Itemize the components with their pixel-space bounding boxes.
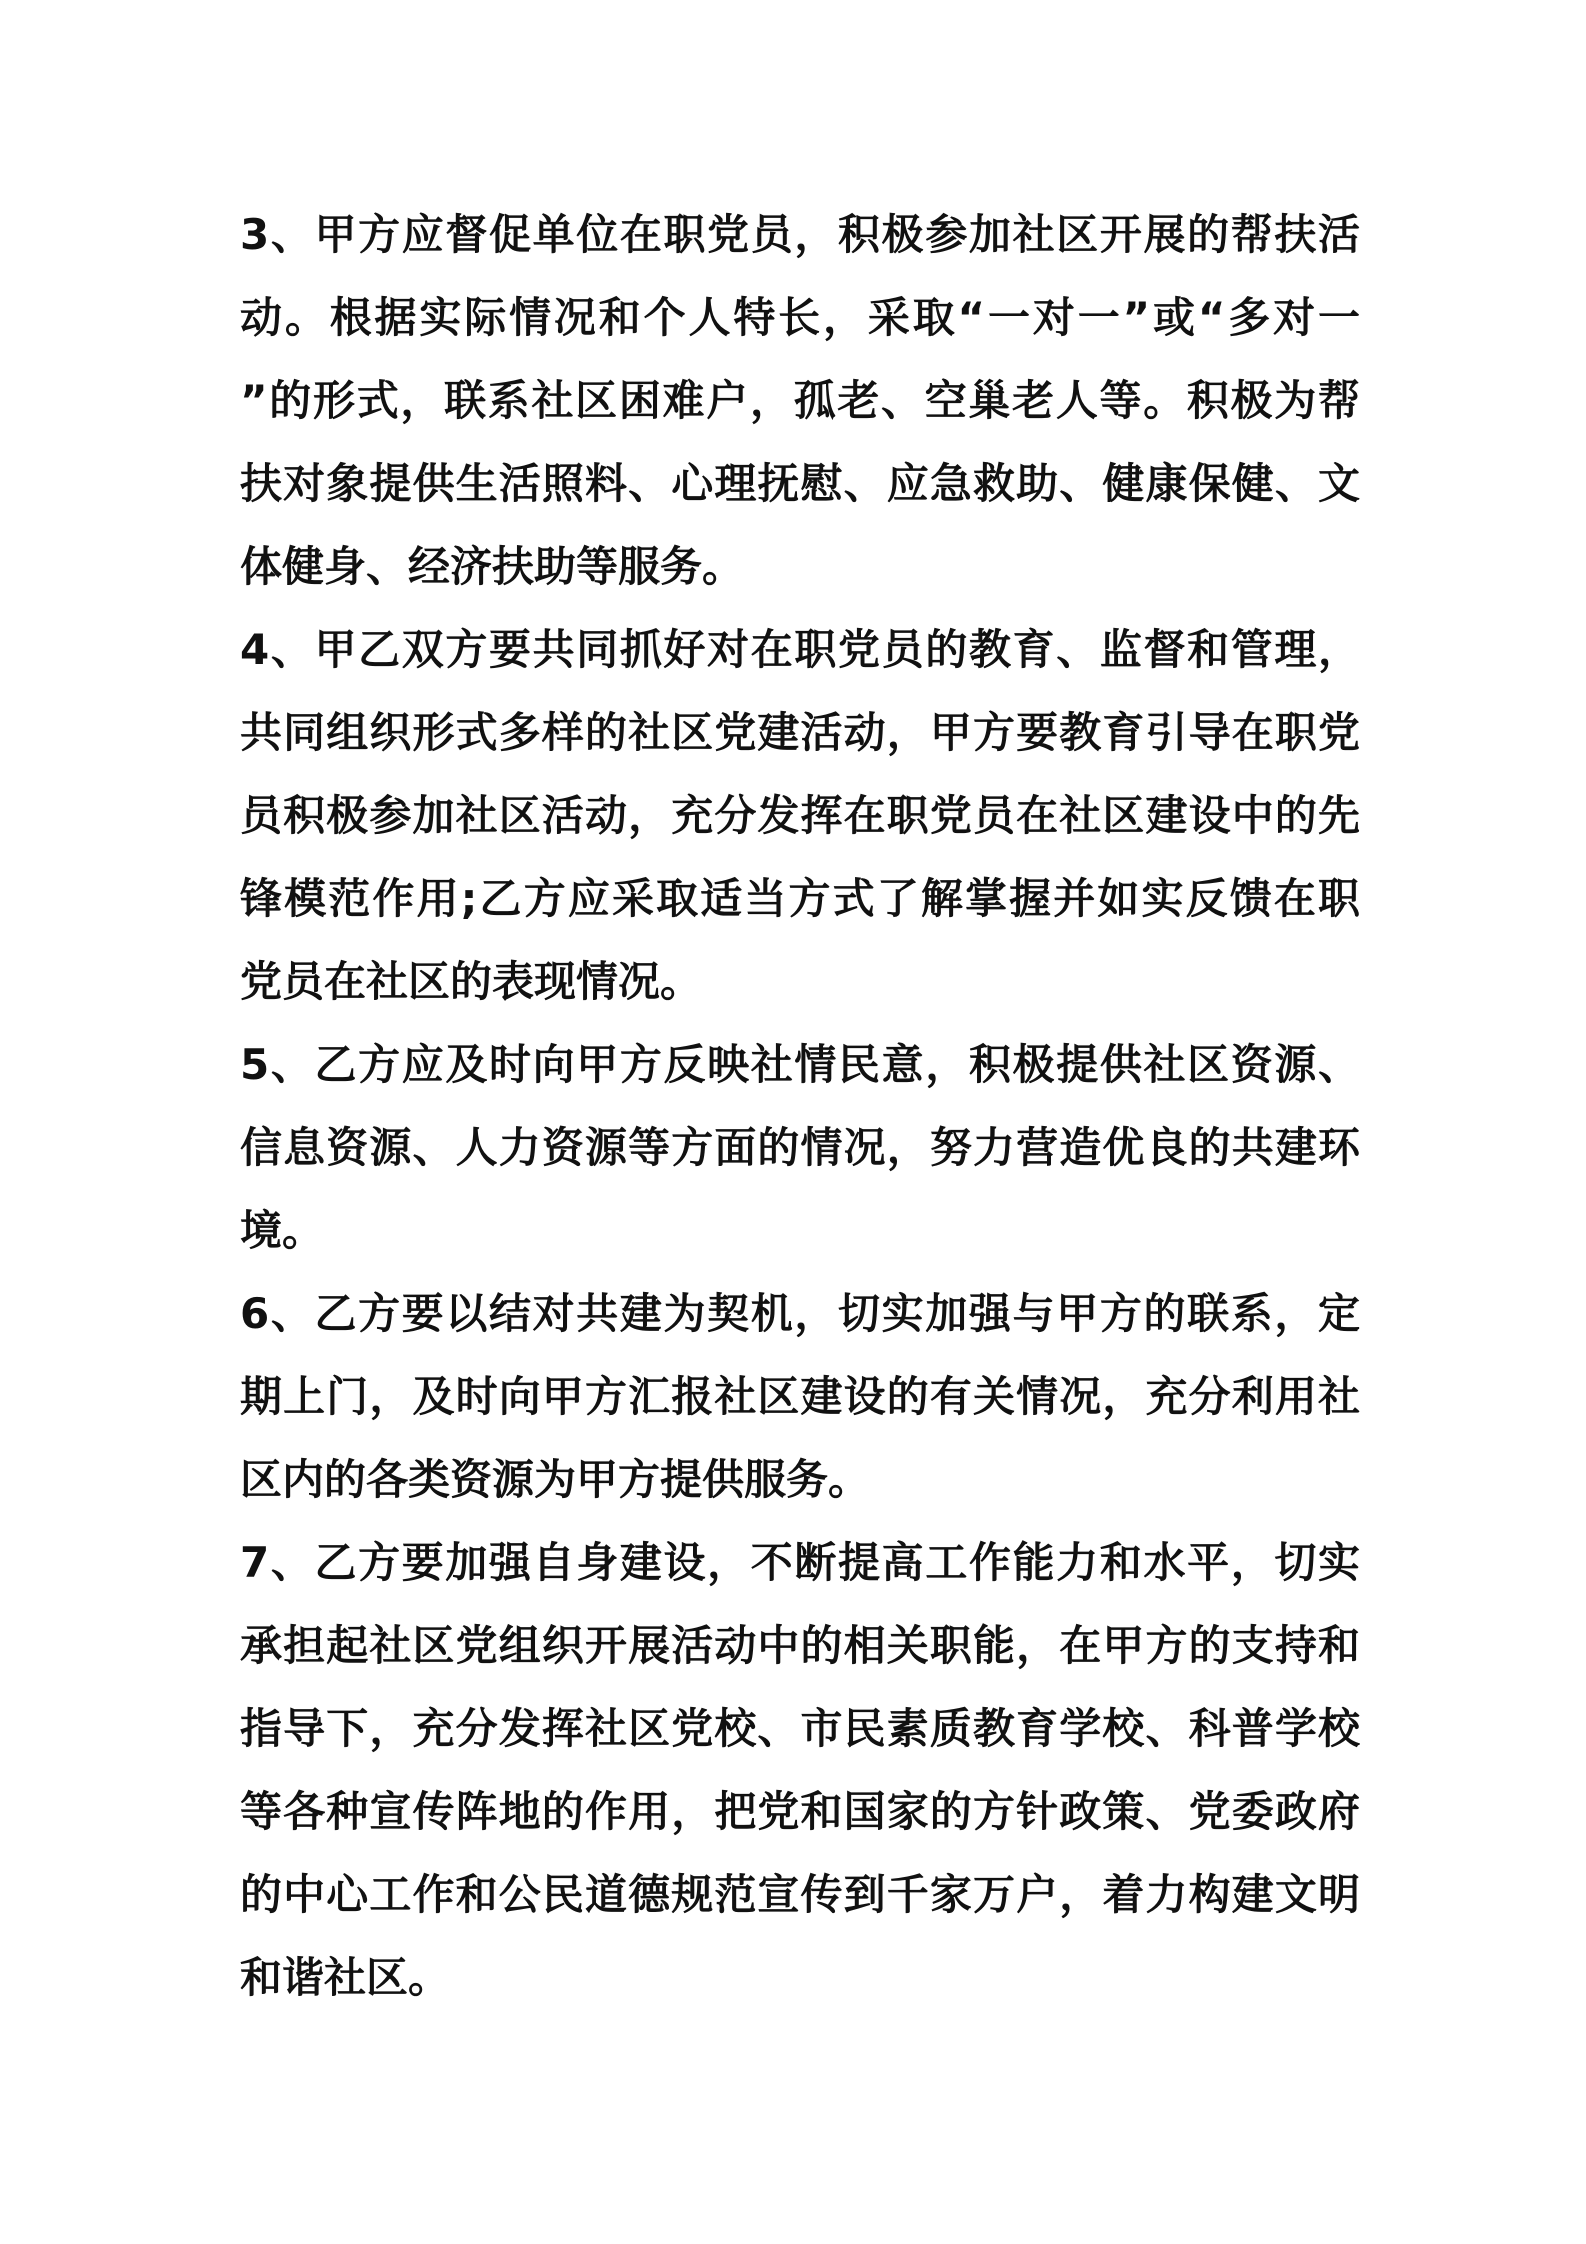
text-line: 7、乙方要加强自身建设，不断提高工作能力和水平，切实 (240, 1538, 1360, 1587)
text-line: 体健身、经济扶助等服务。 (240, 542, 745, 591)
text-line: 动。根据实际情况和个人特长，采取“一对一”或“多对一 (240, 293, 1360, 342)
text-line: 境。 (240, 1206, 325, 1255)
text-line: 员积极参加社区活动，充分发挥在职党员在社区建设中的先 (240, 791, 1360, 840)
text-line: 信息资源、人力资源等方面的情况，努力营造优良的共建环 (240, 1123, 1360, 1172)
document-body (240, 193, 1360, 2019)
text-line: 扶对象提供生活照料、心理抚慰、应急救助、健康保健、文 (240, 459, 1360, 508)
text-line: 共同组织形式多样的社区党建活动，甲方要教育引导在职党 (240, 708, 1360, 757)
text-line: 党员在社区的表现情况。 (240, 957, 703, 1006)
paragraph-item-5 (240, 1023, 1360, 1272)
text-line: 3、甲方应督促单位在职党员，积极参加社区开展的帮扶活 (240, 210, 1360, 259)
paragraph-item-7 (240, 1521, 1360, 2019)
text-line: 承担起社区党组织开展活动中的相关职能，在甲方的支持和 (240, 1621, 1360, 1670)
text-line: 期上门，及时向甲方汇报社区建设的有关情况，充分利用社 (240, 1372, 1360, 1421)
text-line: 6、乙方要以结对共建为契机，切实加强与甲方的联系，定 (240, 1289, 1360, 1338)
paragraph-item-3 (240, 193, 1360, 608)
text-line: 区内的各类资源为甲方提供服务。 (240, 1455, 871, 1504)
text-line: 4、甲乙双方要共同抓好对在职党员的教育、监督和管理， (240, 625, 1360, 674)
text-line: ”的形式，联系社区困难户，孤老、空巢老人等。积极为帮 (240, 376, 1360, 425)
paragraph-item-6 (240, 1272, 1360, 1521)
text-line: 等各种宣传阵地的作用，把党和国家的方针政策、党委政府 (240, 1787, 1360, 1836)
text-line: 锋模范作用;乙方应采取适当方式了解掌握并如实反馈在职 (240, 874, 1360, 923)
text-line: 指导下，充分发挥社区党校、市民素质教育学校、科普学校 (240, 1704, 1360, 1753)
text-line: 的中心工作和公民道德规范宣传到千家万户，着力构建文明 (240, 1870, 1360, 1919)
text-line: 和谐社区。 (240, 1953, 451, 2002)
paragraph-item-4 (240, 608, 1360, 1023)
text-line: 5、乙方应及时向甲方反映社情民意，积极提供社区资源、 (240, 1040, 1360, 1089)
